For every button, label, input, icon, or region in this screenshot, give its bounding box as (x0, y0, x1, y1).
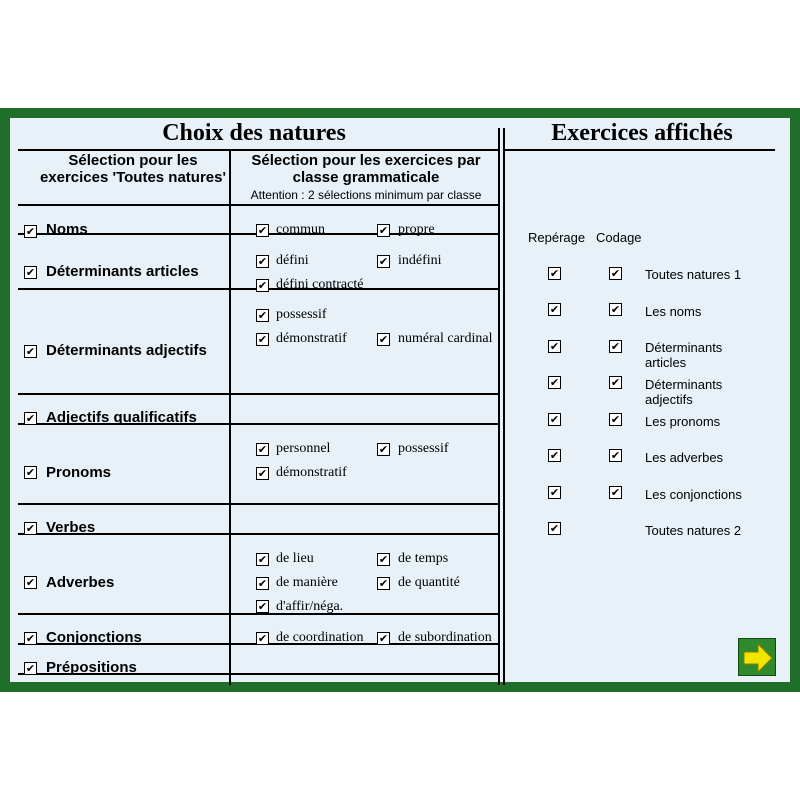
checkbox-adverbes-de-maniere[interactable]: ✔ (257, 577, 268, 590)
checkbox-codage-toutes-natures-1[interactable]: ✔ (610, 267, 621, 280)
checkbox-adverbes-affir-nega[interactable]: ✔ (257, 600, 268, 613)
checkbox-codage-determinants-articles[interactable]: ✔ (610, 340, 621, 353)
checkbox-reperage-toutes-natures-1[interactable]: ✔ (549, 267, 560, 280)
col-reperage-header: Repérage (528, 230, 586, 245)
exercise-label: Les pronoms (645, 414, 721, 429)
checkbox-reperage-determinants-articles[interactable]: ✔ (549, 340, 560, 353)
checkbox-conjonctions[interactable]: ✔ (25, 632, 36, 645)
exercise-label: Les conjonctions (645, 487, 742, 502)
checkbox-reperage-les-pronoms[interactable]: ✔ (549, 413, 560, 426)
checkbox-reperage-les-noms[interactable]: ✔ (549, 303, 560, 316)
sub-label: de lieu (276, 551, 314, 566)
sub-label: personnel (276, 441, 331, 456)
row-divider (18, 503, 498, 505)
col2-note: Attention : 2 sélections minimum par classe (250, 188, 482, 202)
exercise-label: Déterminants articles (645, 340, 723, 370)
sub-label: d'affir/néga. (276, 599, 344, 614)
section-divider (503, 128, 505, 685)
col-codage-header: Codage (596, 230, 642, 245)
checkbox-conjonctions-coordination[interactable]: ✔ (257, 632, 268, 645)
row-label-adverbes: Adverbes (46, 574, 115, 591)
sub-label: possessif (398, 441, 449, 456)
checkbox-adverbes-de-temps[interactable]: ✔ (378, 553, 389, 566)
row-divider (18, 393, 498, 395)
divider (505, 149, 775, 151)
checkbox-reperage-les-adverbes[interactable]: ✔ (549, 449, 560, 462)
checkbox-reperage-les-conjonctions[interactable]: ✔ (549, 486, 560, 499)
sub-label: commun (276, 222, 325, 237)
checkbox-noms-commun[interactable]: ✔ (257, 224, 268, 237)
sub-label: démonstratif (276, 465, 347, 480)
checkbox-articles-defini[interactable]: ✔ (257, 255, 268, 268)
row-label-verbes: Verbes (46, 519, 96, 536)
right-title: Exercices affichés (551, 120, 733, 146)
exercise-label: Déterminants adjectifs (645, 377, 723, 407)
sub-label: défini contracté (276, 277, 364, 292)
sub-label: démonstratif (276, 331, 347, 346)
checkbox-prepositions[interactable]: ✔ (25, 662, 36, 675)
checkbox-pronoms-personnel[interactable]: ✔ (257, 443, 268, 456)
divider (18, 149, 498, 151)
exercise-label: Les noms (645, 304, 702, 319)
checkbox-reperage-determinants-adjectifs[interactable]: ✔ (549, 376, 560, 389)
checkbox-pronoms-demonstratif[interactable]: ✔ (257, 467, 268, 480)
sub-label: de subordination (398, 630, 492, 645)
checkbox-reperage-toutes-natures-2[interactable]: ✔ (549, 522, 560, 535)
col2-header: Sélection pour les exercices par classe grammaticale (251, 152, 481, 186)
section-divider (498, 128, 500, 685)
row-label-noms: Noms (46, 221, 88, 238)
row-label-prepositions: Prépositions (46, 659, 137, 676)
row-divider (18, 204, 498, 206)
sub-label: de temps (398, 551, 449, 566)
checkbox-determinants-adjectifs[interactable]: ✔ (25, 345, 36, 358)
checkbox-noms[interactable]: ✔ (25, 225, 36, 238)
checkbox-adjectifs-numeral-cardinal[interactable]: ✔ (378, 333, 389, 346)
checkbox-verbes[interactable]: ✔ (25, 522, 36, 535)
sub-label: de quantité (398, 575, 460, 590)
exercise-label: Les adverbes (645, 450, 724, 465)
sub-label: défini (276, 253, 309, 268)
row-label-determinants-articles: Déterminants articles (46, 263, 199, 280)
sub-label: numéral cardinal (398, 331, 493, 346)
row-label-adjectifs-qualificatifs: Adjectifs qualificatifs (46, 409, 197, 426)
row-label-pronoms: Pronoms (46, 464, 112, 481)
checkbox-pronoms[interactable]: ✔ (25, 466, 36, 479)
arrow-right-icon (739, 639, 777, 677)
checkbox-adverbes-de-lieu[interactable]: ✔ (257, 553, 268, 566)
sub-label: de manière (276, 575, 338, 590)
row-label-conjonctions: Conjonctions (46, 629, 142, 646)
checkbox-adverbes[interactable]: ✔ (25, 576, 36, 589)
checkbox-adverbes-de-quantite[interactable]: ✔ (378, 577, 389, 590)
checkbox-conjonctions-subordination[interactable]: ✔ (378, 632, 389, 645)
sub-label: propre (398, 222, 435, 237)
col1-header: Sélection pour les exercices 'Toutes natures' (39, 152, 227, 186)
left-title: Choix des natures (162, 120, 346, 146)
row-label-determinants-adjectifs: Déterminants adjectifs (46, 342, 207, 359)
checkbox-codage-les-noms[interactable]: ✔ (610, 303, 621, 316)
row-divider (18, 613, 498, 615)
sub-label: indéfini (398, 253, 442, 268)
checkbox-codage-les-adverbes[interactable]: ✔ (610, 449, 621, 462)
exercise-label: Toutes natures 2 (645, 523, 742, 538)
checkbox-articles-defini-contracte[interactable]: ✔ (257, 279, 268, 292)
exercise-label: Toutes natures 1 (645, 267, 742, 282)
checkbox-adjectifs-demonstratif[interactable]: ✔ (257, 333, 268, 346)
sub-label: possessif (276, 307, 327, 322)
checkbox-pronoms-possessif[interactable]: ✔ (378, 443, 389, 456)
checkbox-articles-indefini[interactable]: ✔ (378, 255, 389, 268)
settings-panel (10, 118, 790, 682)
checkbox-determinants-articles[interactable]: ✔ (25, 266, 36, 279)
checkbox-codage-determinants-adjectifs[interactable]: ✔ (610, 376, 621, 389)
checkbox-codage-les-pronoms[interactable]: ✔ (610, 413, 621, 426)
window-frame (0, 108, 800, 692)
sub-label: de coordination (276, 630, 364, 645)
checkbox-noms-propre[interactable]: ✔ (378, 224, 389, 237)
checkbox-adjectifs-qualificatifs[interactable]: ✔ (25, 412, 36, 425)
checkbox-adjectifs-possessif[interactable]: ✔ (257, 309, 268, 322)
column-divider (229, 149, 231, 685)
next-button[interactable] (738, 638, 776, 676)
checkbox-codage-les-conjonctions[interactable]: ✔ (610, 486, 621, 499)
